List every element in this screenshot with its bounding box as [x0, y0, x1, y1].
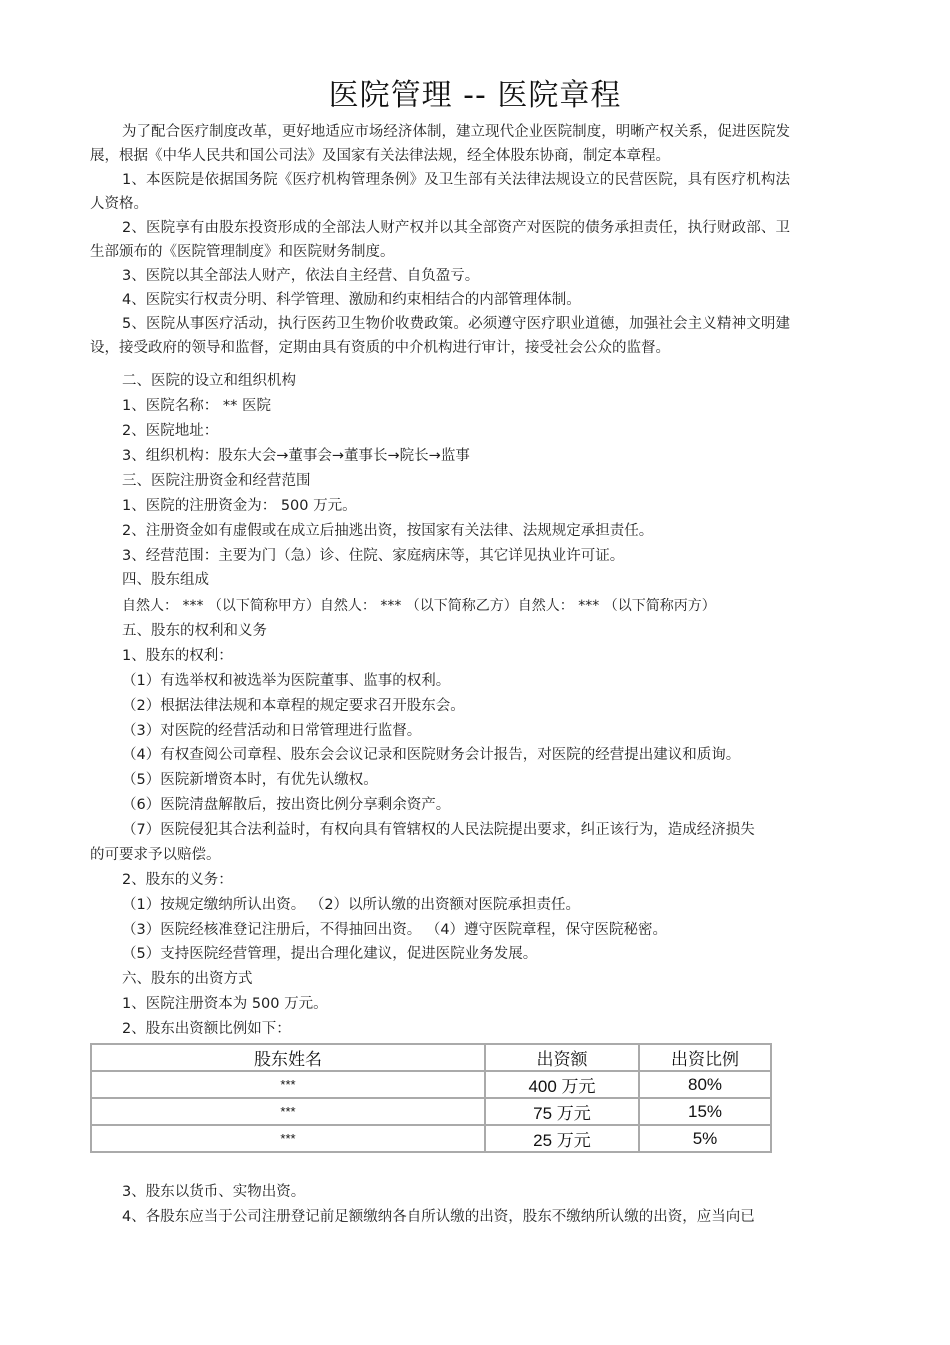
provision-1: 1、本医院是依据国务院《医疗机构管理条例》及卫生部有关法律法规设立的民营医院，具有医疗机构法人资格。 [90, 172, 790, 212]
duties-line-2: （3）医院经核准登记注册后，不得抽回出资。 （4）遵守医院章程，保守医院秘密。 [122, 922, 668, 938]
right-7-line-1: （7）医院侵犯其合法利益时，有权向具有管辖权的人民法院提出要求，纠正该行为，造成经济损失 [122, 822, 755, 838]
column-header: 出资比例 [639, 1044, 771, 1071]
duties-line-3: （5）支持医院经营管理，提出合理化建议，促进医院业务发展。 [122, 946, 538, 962]
provision-4: 4、医院实行权责分明、科学管理、激励和约束相结合的内部管理体制。 [122, 292, 581, 308]
right-1: （1）有选举权和被选举为医院董事、监事的权利。 [122, 673, 451, 689]
false-capital-line: 2、注册资金如有虚假或在成立后抽逃出资，按国家有关法律、法规规定承担责任。 [122, 523, 654, 539]
contribution-method-line: 3、股东以货币、实物出资。 [122, 1184, 306, 1200]
ratio-cell: 80% [639, 1071, 771, 1098]
registered-capital-line-2: 1、医院注册资本为 500 万元。 [122, 996, 328, 1012]
provision-2: 2、医院享有由股东投资形成的全部法人财产权并以其全部资产对医院的债务承担责任，执行财政部、卫生部颁布的《医院管理制度》和医院财务制度。 [90, 220, 790, 260]
hospital-address-line: 2、医院地址： [122, 423, 219, 439]
right-7-line-2: 的可要求予以赔偿。 [90, 847, 221, 863]
right-2: （2）根据法律法规和本章程的规定要求召开股东会。 [122, 698, 465, 714]
hospital-name-line: 1、医院名称： ** 医院 [122, 398, 271, 414]
table-row [91, 1125, 771, 1152]
intro-paragraph: 为了配合医疗制度改革，更好地适应市场经济体制，建立现代企业医院制度，明晰产权关系，促进医院发展，根据《中华人民共和国公司法》及国家有关法律法规，经全体股东协商，制定本章程。 [90, 124, 790, 164]
section-6-heading: 六、股东的出资方式 [122, 971, 253, 987]
right-5: （5）医院新增资本时，有优先认缴权。 [122, 772, 378, 788]
contribution-deadline-line: 4、各股东应当于公司注册登记前足额缴纳各自所认缴的出资，股东不缴纳所认缴的出资，应当向已 [122, 1209, 755, 1225]
section-5-heading: 五、股东的权利和义务 [122, 623, 267, 639]
right-6: （6）医院清盘解散后，按出资比例分享剩余资产。 [122, 797, 451, 813]
provision-3: 3、医院以其全部法人财产，依法自主经营、自负盈亏。 [122, 268, 480, 284]
shareholders-line: 自然人： *** （以下简称甲方）自然人： *** （以下简称乙方）自然人： *** （以下简称丙方） [122, 598, 716, 614]
section-4-heading: 四、股东组成 [122, 572, 209, 588]
right-3: （3）对医院的经营活动和日常管理进行监督。 [122, 723, 422, 739]
rights-heading: 1、股东的权利： [122, 648, 233, 664]
section-2-heading: 二、医院的设立和组织机构 [122, 373, 296, 389]
registered-capital-line: 1、医院的注册资金为： 500 万元。 [122, 498, 357, 514]
amount-cell: 75 万元 [485, 1098, 639, 1125]
org-structure-line: 3、组织机构：股东大会→董事会→董事长→院长→监事 [122, 448, 470, 464]
amount-cell: 25 万元 [485, 1125, 639, 1152]
shareholder-contribution-table [90, 1043, 772, 1153]
shareholder-name-cell: *** [91, 1071, 485, 1098]
column-header: 出资额 [485, 1044, 639, 1071]
table-header-row [91, 1044, 771, 1071]
provision-5: 5、医院从事医疗活动，执行医药卫生物价收费政策。必须遵守医疗职业道德，加强社会主义精神文明建设，接受政府的领导和监督，定期由具有资质的中介机构进行审计，接受社会公众的监督。 [90, 316, 790, 356]
duties-line-1: （1）按规定缴纳所认出资。 （2）以所认缴的出资额对医院承担责任。 [122, 897, 581, 913]
shareholder-name-cell: *** [91, 1125, 485, 1152]
ratio-cell: 5% [639, 1125, 771, 1152]
ratio-heading: 2、股东出资额比例如下： [122, 1021, 291, 1037]
shareholder-name-cell: *** [91, 1098, 485, 1125]
business-scope-line: 3、经营范围：主要为门（急）诊、住院、家庭病床等，其它详见执业许可证。 [122, 548, 625, 564]
document-title: 医院管理 -- 医院章程 [328, 78, 622, 113]
table-row [91, 1071, 771, 1098]
amount-cell: 400 万元 [485, 1071, 639, 1098]
section-3-heading: 三、医院注册资金和经营范围 [122, 473, 311, 489]
duties-heading: 2、股东的义务： [122, 872, 233, 888]
table-row [91, 1098, 771, 1125]
ratio-cell: 15% [639, 1098, 771, 1125]
column-header: 股东姓名 [91, 1044, 485, 1071]
right-4: （4）有权查阅公司章程、股东会会议记录和医院财务会计报告，对医院的经营提出建议和质询。 [122, 747, 741, 763]
intro-and-general-provisions [90, 120, 790, 360]
